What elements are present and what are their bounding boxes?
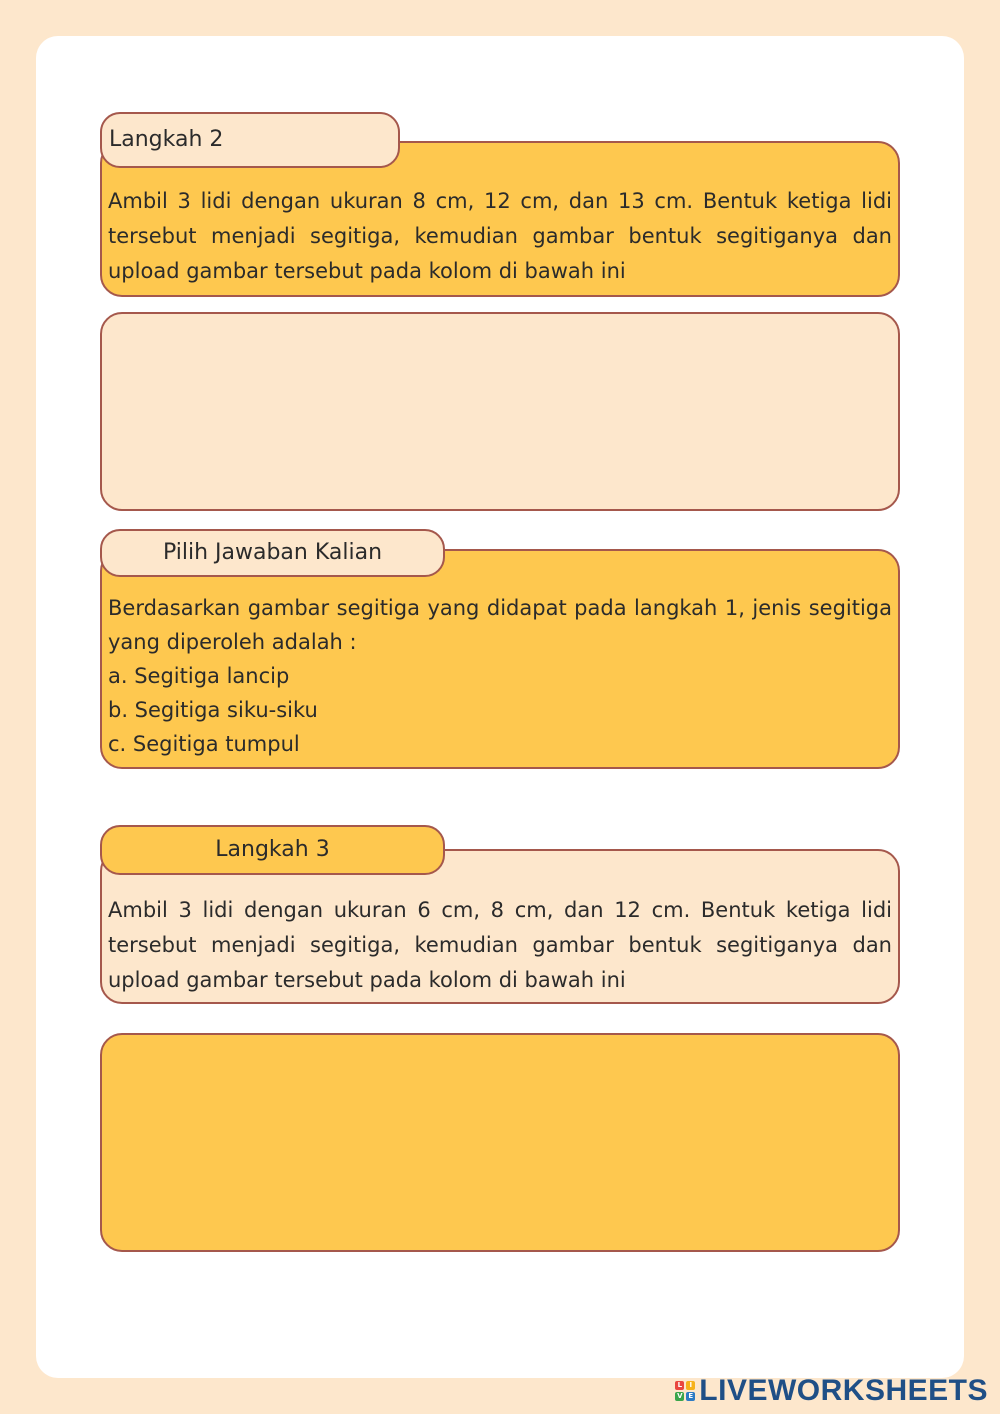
step2-title: Langkah 2 [109,127,224,152]
logo-letter-v: V [677,1392,683,1400]
option-c: c. Segitiga tumpul [108,732,300,756]
logo-letter-l: L [675,1381,684,1390]
option-a: a. Segitiga lancip [108,664,290,688]
step3-upload-area[interactable] [100,1033,900,1252]
step2-instruction-text: Ambil 3 lidi dengan ukuran 8 cm, 12 cm, dan 13 cm. Bentuk ketiga lidi tersebut menjadi segitiga, kemudian gambar bentuk segitiganya dan upload gambar tersebut pada kolom di bawah ini [108,189,892,283]
option-b: b. Segitiga siku-siku [108,698,318,722]
choice-question-text: Berdasarkan gambar segitiga yang didapat pada langkah 1, jenis segitiga yang diperoleh adalah : [108,596,892,654]
step3-title-tab [100,825,445,875]
logo-letter-i: I [686,1381,695,1390]
step2-upload-area[interactable] [100,312,900,511]
choice-title: Pilih Jawaban Kalian [162,540,383,565]
step3-instruction-text: Ambil 3 lidi dengan ukuran 6 cm, 8 cm, dan 12 cm. Bentuk ketiga lidi tersebut menjadi segitiga, kemudian gambar bentuk segitiganya dan upload gambar tersebut pada kolom di bawah ini [108,898,892,992]
logo-letter-e: E [686,1392,695,1401]
liveworksheets-logo [675,1374,988,1408]
step3-title: Langkah 3 [215,837,330,862]
step2-title-tab [100,112,400,168]
liveworksheets-logo-icon [675,1381,695,1401]
choice-title-tab [100,529,445,577]
brand-name: LIVEWORKSHEETS [699,1374,988,1407]
